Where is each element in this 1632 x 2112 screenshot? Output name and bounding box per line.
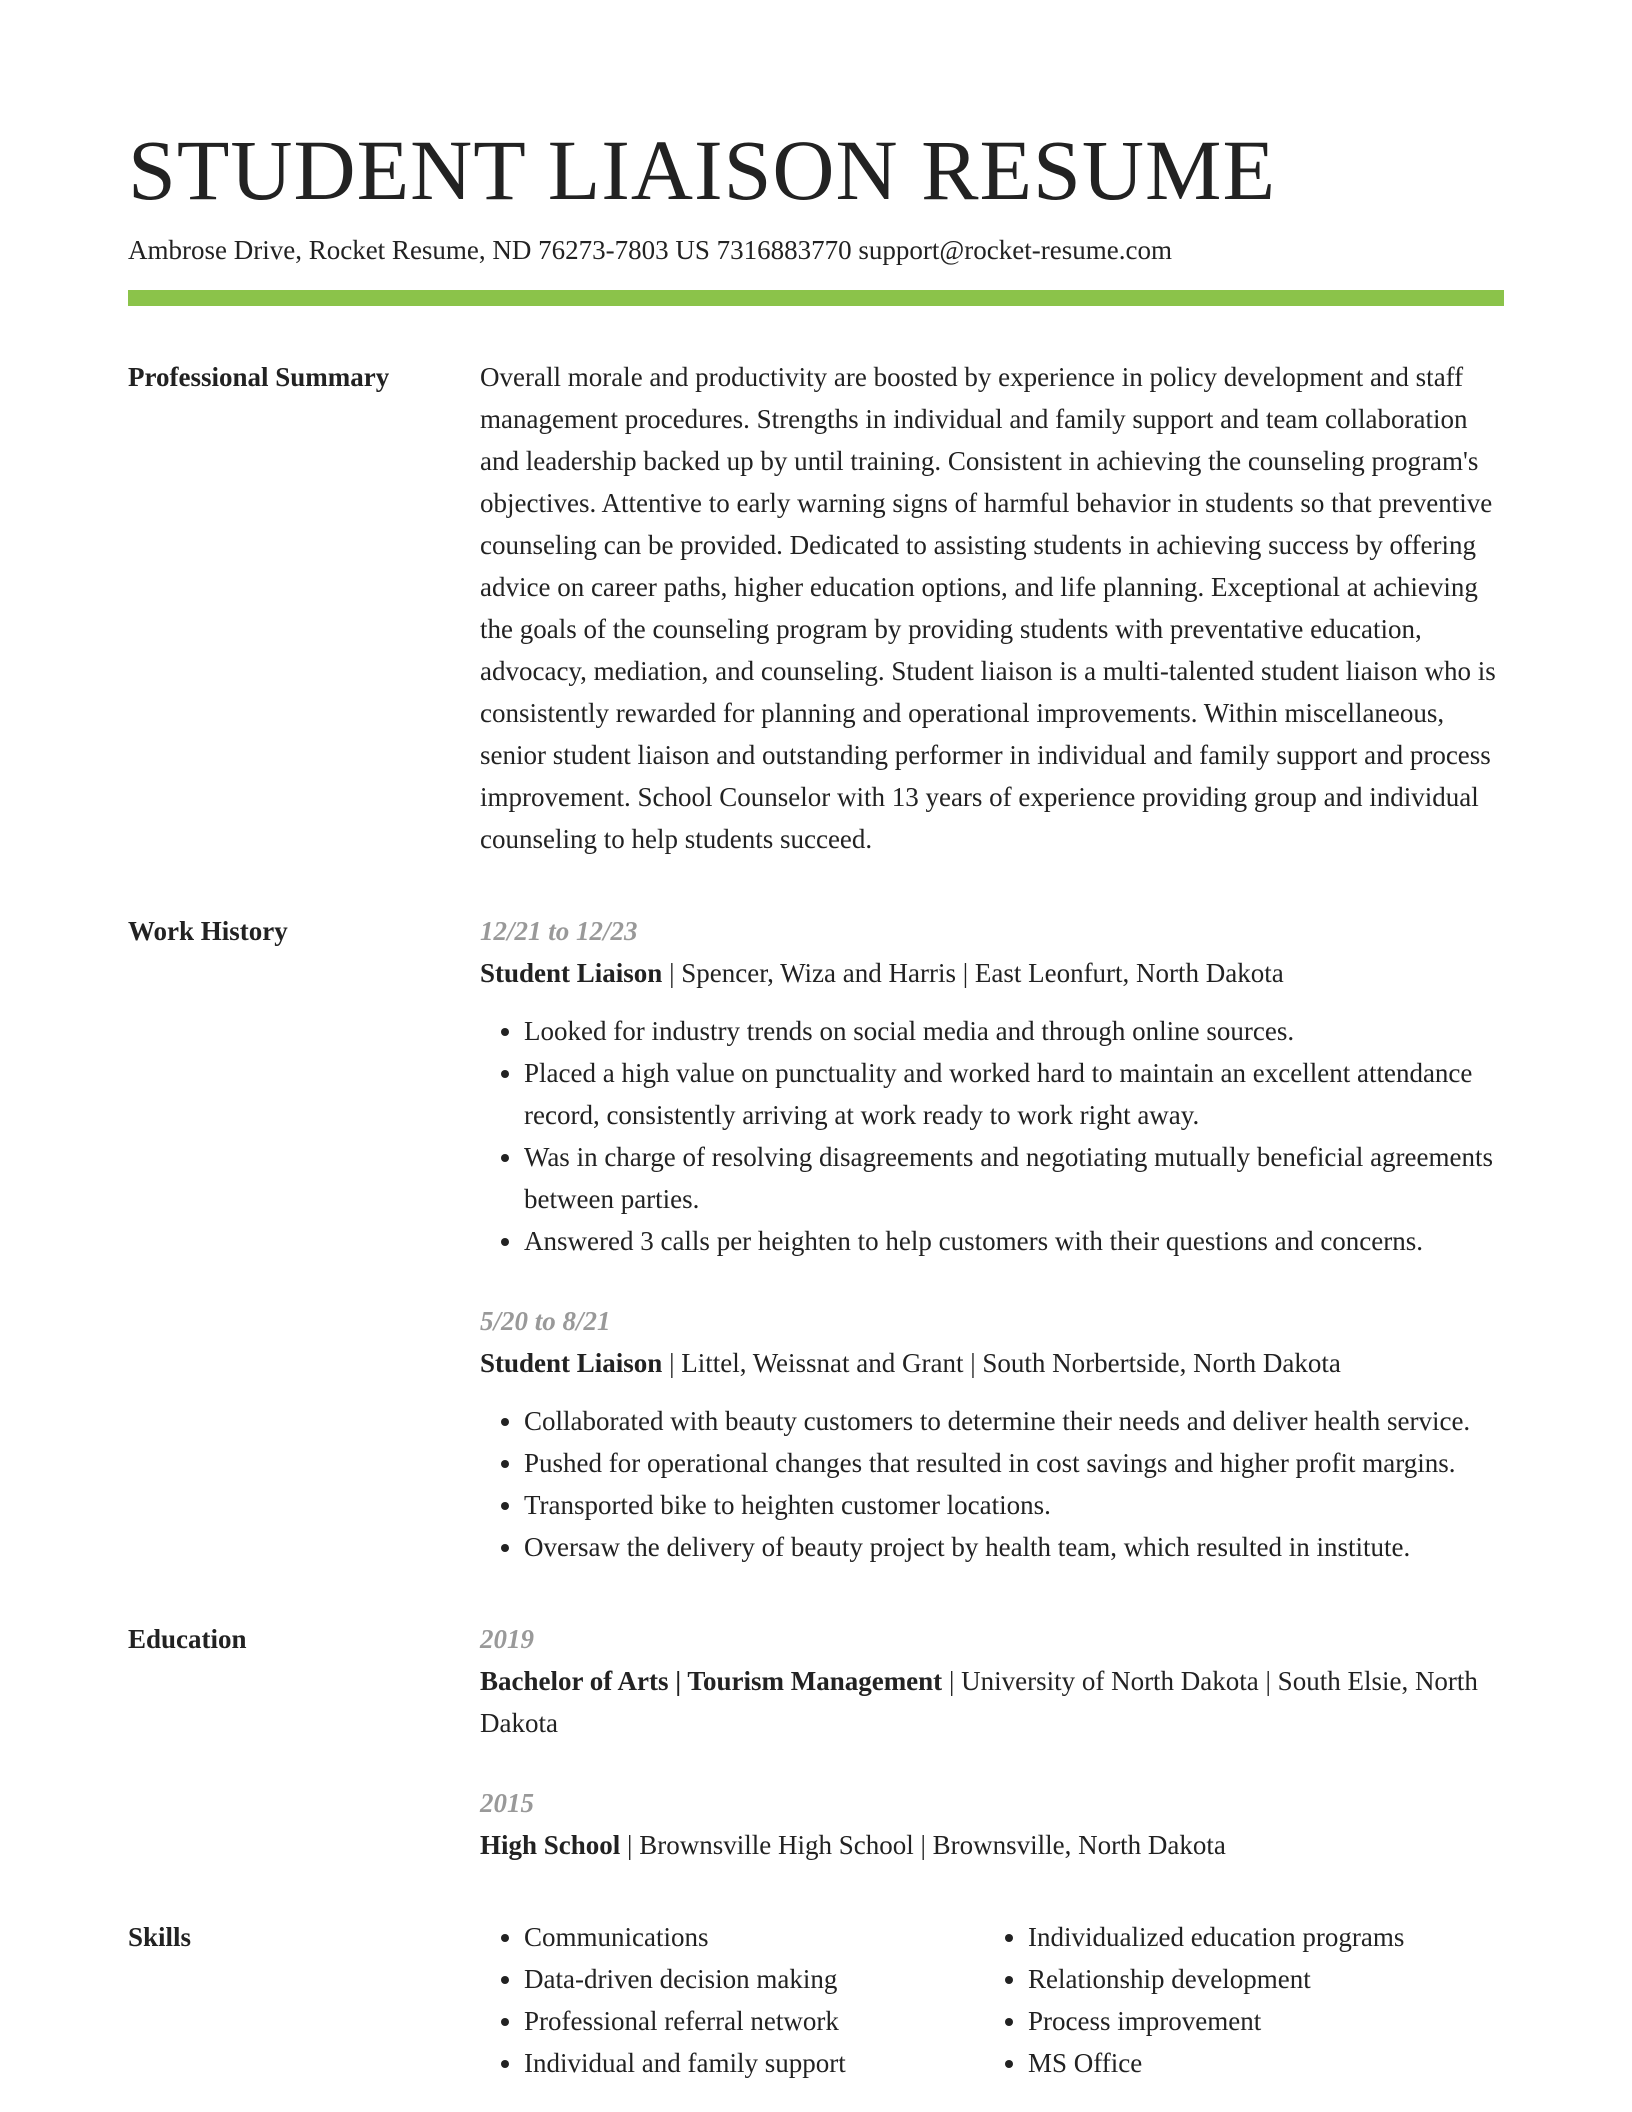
education-year: 2019 <box>480 1624 534 1654</box>
contact-line: Ambrose Drive, Rocket Resume, ND 76273-7803 US 7316883770 support@rocket-resume.com <box>128 235 1172 265</box>
skill-item: • Individual and family support <box>524 2042 984 2084</box>
job-bullet: • Transported bike to heighten customer locations. <box>524 1484 1504 1526</box>
job-bullet: • Was in charge of resolving disagreements and negotiating mutually beneficial agreements between parties. <box>524 1136 1504 1220</box>
skills-column-left <box>480 1916 984 2084</box>
education-heading <box>480 1660 1504 1744</box>
job-bullet: • Placed a high value on punctuality and worked hard to maintain an excellent attendance record, consistently arriving at work ready to work right away. <box>524 1052 1504 1136</box>
education-entry <box>480 1618 1504 1744</box>
job-title: Student Liaison <box>480 1348 663 1378</box>
skill-item: • Data-driven decision making <box>524 1958 984 2000</box>
skills-section <box>128 1916 1504 2084</box>
work-history-section <box>128 910 1504 1568</box>
education-section <box>128 1618 1504 1866</box>
job-details: | Spencer, Wiza and Harris | East Leonfurt, North Dakota <box>662 958 1284 988</box>
education-degree: Bachelor of Arts | Tourism Management <box>480 1666 943 1696</box>
skills-column-right <box>984 1916 1488 2084</box>
summary-text: Overall morale and productivity are boosted by experience in policy development and staff management procedures. Strengths in individual and family support and team collaboration and leadership backed up by until training. Consistent in achieving the counseling program's objectives. Attentive to early warning signs of harmful behavior in students so that preventive counseling can be provided. Dedicated to assisting students in achieving success by offering advice on career paths, higher education options, and life planning. Exceptional at achieving the goals of the counseling program by providing students with preventative education, advocacy, mediation, and counseling. Student liaison is a multi-talented student liaison who is consistently rewarded for planning and operational improvements. Within miscellaneous, senior student liaison and outstanding performer in individual and family support and process improvement. School Counselor with 13 years of experience providing group and individual counseling to help students succeed. <box>480 362 1496 854</box>
resume-title: STUDENT LIAISON RESUME <box>128 122 1276 218</box>
job-bullet: • Looked for industry trends on social media and through online sources. <box>524 1010 1504 1052</box>
job-bullet: • Answered 3 calls per heighten to help customers with their questions and concerns. <box>524 1220 1504 1262</box>
job-entry <box>480 910 1504 1262</box>
education-degree: High School <box>480 1830 621 1860</box>
job-heading <box>480 1342 1504 1384</box>
skill-item: • MS Office <box>1028 2042 1488 2084</box>
education-entry <box>480 1782 1504 1866</box>
job-title: Student Liaison <box>480 958 663 988</box>
education-details: | University of North Dakota | South Elsie, North Dakota <box>480 1666 1478 1738</box>
summary-section <box>128 356 1504 860</box>
job-bullets <box>480 1010 1504 1262</box>
section-label-work: Work History <box>128 916 288 946</box>
job-bullet: • Oversaw the delivery of beauty project by health team, which resulted in institute. <box>524 1526 1504 1568</box>
job-entry <box>480 1300 1504 1568</box>
skill-item: • Communications <box>524 1916 984 1958</box>
job-bullet: • Pushed for operational changes that resulted in cost savings and higher profit margins. <box>524 1442 1504 1484</box>
education-heading <box>480 1824 1504 1866</box>
job-dates: 12/21 to 12/23 <box>480 916 638 946</box>
job-bullets <box>480 1400 1504 1568</box>
resume-page <box>128 118 1504 2084</box>
education-year: 2015 <box>480 1788 534 1818</box>
job-details: | Littel, Weissnat and Grant | South Norbertside, North Dakota <box>662 1348 1341 1378</box>
skill-item: • Individualized education programs <box>1028 1916 1488 1958</box>
job-heading <box>480 952 1504 994</box>
section-label-summary: Professional Summary <box>128 362 390 392</box>
skill-item: • Process improvement <box>1028 2000 1488 2042</box>
section-label-skills: Skills <box>128 1922 192 1952</box>
header-accent-rule <box>128 290 1504 306</box>
skill-item: • Relationship development <box>1028 1958 1488 2000</box>
job-bullet: • Collaborated with beauty customers to determine their needs and deliver health service. <box>524 1400 1504 1442</box>
skill-item: • Professional referral network <box>524 2000 984 2042</box>
job-dates: 5/20 to 8/21 <box>480 1306 611 1336</box>
skills-columns <box>480 1916 1504 2084</box>
education-details: | Brownsville High School | Brownsville, North Dakota <box>620 1830 1226 1860</box>
section-label-education: Education <box>128 1624 247 1654</box>
